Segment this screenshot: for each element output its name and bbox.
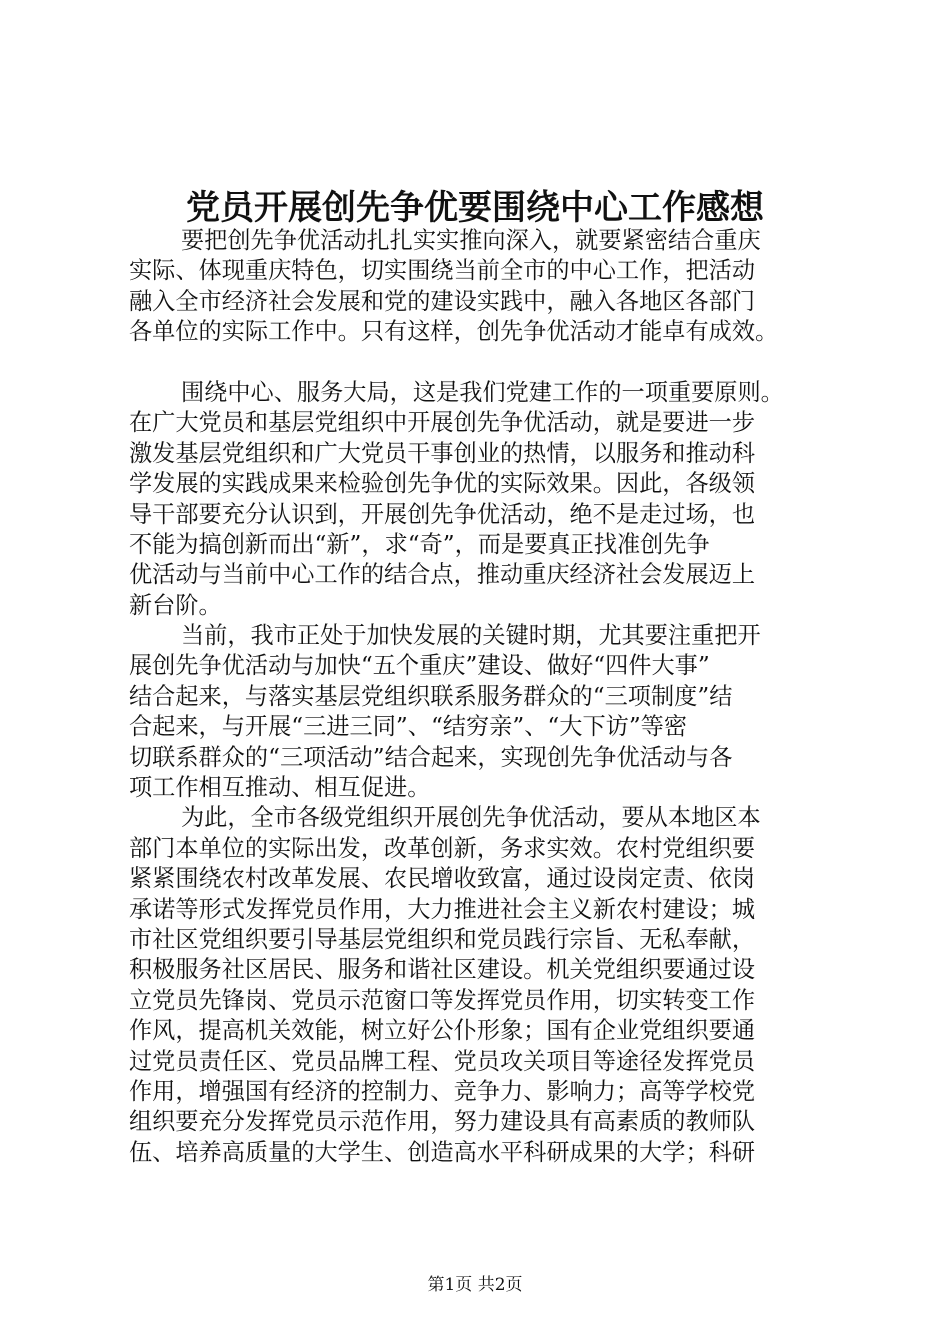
document-body bbox=[129, 226, 829, 1168]
document-title: 党员开展创先争优要围绕中心工作感想 bbox=[186, 188, 764, 228]
paragraph-line: 合起来，与开展“三进三同”、“结穷亲”、“大下访”等密 bbox=[129, 713, 688, 741]
paragraph-line: 各单位的实际工作中。只有这样，创先争优活动才能卓有成效。 bbox=[129, 318, 779, 346]
paragraph-line: 作用，增强国有经济的控制力、竞争力、影响力；高等学校党 bbox=[129, 1077, 756, 1105]
paragraph-line: 在广大党员和基层党组织中开展创先争优活动，就是要进一步 bbox=[129, 409, 756, 437]
paragraph-line: 伍、培养高质量的大学生、创造高水平科研成果的大学；科研 bbox=[129, 1138, 756, 1166]
paragraph-line: 项工作相互推动、相互促进。 bbox=[129, 774, 431, 802]
paragraph-2 bbox=[129, 378, 829, 621]
paragraph-line: 为此，全市各级党组织开展创先争优活动，要从本地区本 bbox=[181, 804, 761, 832]
paragraph-line: 围绕中心、服务大局，这是我们党建工作的一项重要原则。 bbox=[181, 378, 784, 406]
paragraph-line: 市社区党组织要引导基层党组织和党员践行宗旨、无私奉献， bbox=[129, 925, 756, 953]
paragraph-line: 紧紧围绕农村改革发展、农民增收致富，通过设岗定责、依岗 bbox=[129, 865, 756, 893]
paragraph-line: 融入全市经济社会发展和党的建设实践中，融入各地区各部门 bbox=[129, 287, 756, 315]
paragraph-line: 学发展的实践成果来检验创先争优的实际效果。因此，各级领 bbox=[129, 470, 756, 498]
paragraph-3 bbox=[129, 621, 829, 803]
paragraph-line: 部门本单位的实际出发，改革创新，务求实效。农村党组织要 bbox=[129, 834, 756, 862]
paragraph-line: 切联系群众的“三项活动”结合起来，实现创先争优活动与各 bbox=[129, 743, 733, 771]
paragraph-line: 激发基层党组织和广大党员干事创业的热情，以服务和推动科 bbox=[129, 439, 756, 467]
paragraph-line: 导干部要充分认识到，开展创先争优活动，绝不是走过场，也 bbox=[129, 500, 756, 528]
paragraph-line: 展创先争优活动与加快“五个重庆”建设、做好“四件大事” bbox=[129, 652, 710, 680]
page-number-footer: 第1页 共2页 bbox=[427, 1275, 523, 1295]
paragraph-spacer bbox=[129, 348, 829, 378]
paragraph-line: 过党员责任区、党员品牌工程、党员攻关项目等途径发挥党员 bbox=[129, 1047, 756, 1075]
paragraph-line: 不能为搞创新而出“新”，求“奇”，而是要真正找准创先争 bbox=[129, 530, 710, 558]
paragraph-line: 当前，我市正处于加快发展的关键时期，尤其要注重把开 bbox=[181, 622, 761, 650]
paragraph-line: 新台阶。 bbox=[129, 591, 222, 619]
paragraph-line: 要把创先争优活动扎扎实实推向深入，就要紧密结合重庆 bbox=[181, 227, 761, 254]
paragraph-line: 作风，提高机关效能，树立好公仆形象；国有企业党组织要通 bbox=[129, 1017, 756, 1045]
paragraph-line: 积极服务社区居民、服务和谐社区建设。机关党组织要通过设 bbox=[129, 956, 756, 984]
paragraph-line: 实际、体现重庆特色，切实围绕当前全市的中心工作，把活动 bbox=[129, 257, 756, 285]
paragraph-line: 结合起来，与落实基层党组织联系服务群众的“三项制度”结 bbox=[129, 682, 733, 710]
paragraph-4 bbox=[129, 803, 829, 1168]
paragraph-line: 承诺等形式发挥党员作用，大力推进社会主义新农村建设；城 bbox=[129, 895, 756, 923]
paragraph-line: 组织要充分发挥党员示范作用，努力建设具有高素质的教师队 bbox=[129, 1108, 756, 1136]
paragraph-line: 立党员先锋岗、党员示范窗口等发挥党员作用，切实转变工作 bbox=[129, 986, 756, 1014]
paragraph-line: 优活动与当前中心工作的结合点，推动重庆经济社会发展迈上 bbox=[129, 561, 756, 589]
paragraph-1 bbox=[129, 226, 829, 348]
